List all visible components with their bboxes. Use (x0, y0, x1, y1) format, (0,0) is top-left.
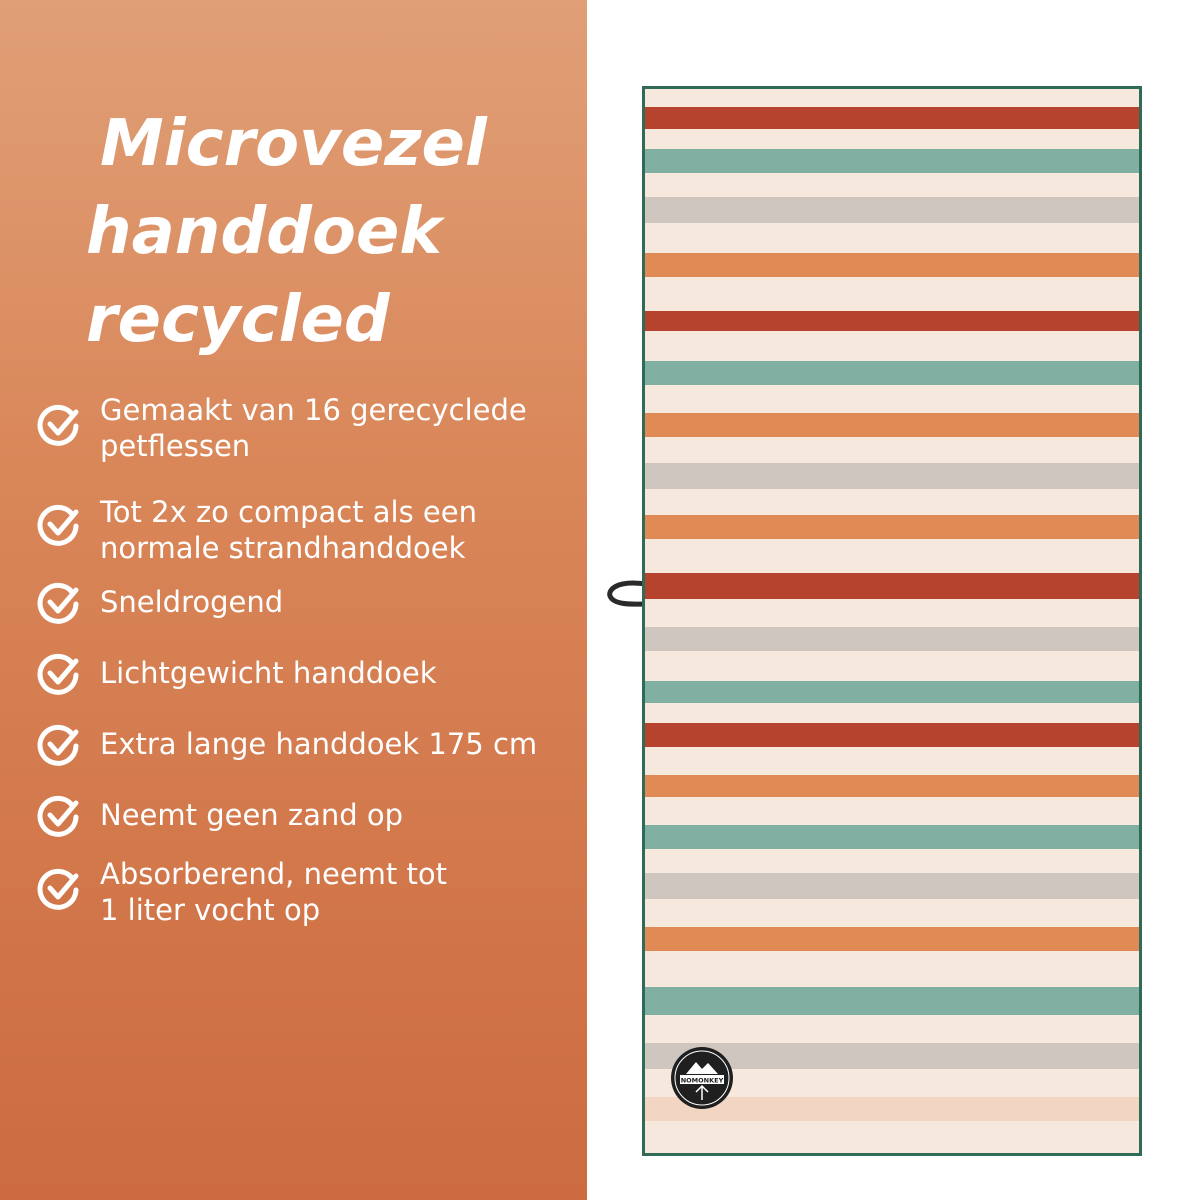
feature-line-1: Neemt geen zand op (100, 798, 404, 832)
towel-stripe (645, 873, 1139, 899)
headline-line-2: handdoek (86, 195, 442, 269)
towel-stripe (645, 515, 1139, 539)
towel-stripe (645, 825, 1139, 849)
towel-stripe (645, 927, 1139, 951)
towel-stripe (645, 987, 1139, 1015)
check-circle-icon (36, 722, 82, 768)
feature-line-1: Lichtgewicht handdoek (100, 656, 437, 690)
feature-line-2: petflessen (100, 429, 251, 463)
towel-stripe (645, 197, 1139, 223)
towel-stripe (645, 723, 1139, 747)
towel-stripe (645, 463, 1139, 489)
towel-stripe (645, 253, 1139, 277)
towel-stripe (645, 627, 1139, 651)
towel-stripe (645, 107, 1139, 129)
headline-line-3: recycled (86, 283, 390, 357)
towel-stripe (645, 311, 1139, 331)
towel-stripe (645, 149, 1139, 173)
feature-line-1: Absorberend, neemt tot (100, 857, 448, 891)
brand-name: NOMONKEY (680, 1076, 724, 1085)
check-circle-icon (36, 793, 82, 839)
check-circle-icon (36, 580, 82, 626)
towel-stripe (645, 573, 1139, 599)
towel-stripe (645, 413, 1139, 437)
check-circle-icon (36, 651, 82, 697)
towel-stripe (645, 775, 1139, 797)
feature-line-1: Tot 2x zo compact als een (100, 495, 477, 529)
brand-badge (670, 1046, 734, 1110)
check-circle-icon (36, 502, 82, 548)
feature-line-1: Gemaakt van 16 gerecyclede (100, 393, 527, 427)
towel-product-image (600, 86, 1160, 1156)
left-info-panel (0, 0, 587, 1200)
towel-stripe (645, 681, 1139, 703)
feature-line-2: normale strandhanddoek (100, 531, 466, 565)
check-circle-icon (36, 402, 82, 448)
feature-line-1: Extra lange handdoek 175 cm (100, 727, 538, 761)
feature-line-1: Sneldrogend (100, 585, 284, 619)
hanging-loop-icon (606, 580, 646, 610)
towel-stripe (645, 361, 1139, 385)
headline (86, 100, 487, 364)
striped-towel (642, 86, 1142, 1156)
check-circle-icon (36, 866, 82, 912)
feature-line-2: 1 liter vocht op (100, 893, 321, 927)
headline-line-1: Microvezel (100, 107, 487, 181)
